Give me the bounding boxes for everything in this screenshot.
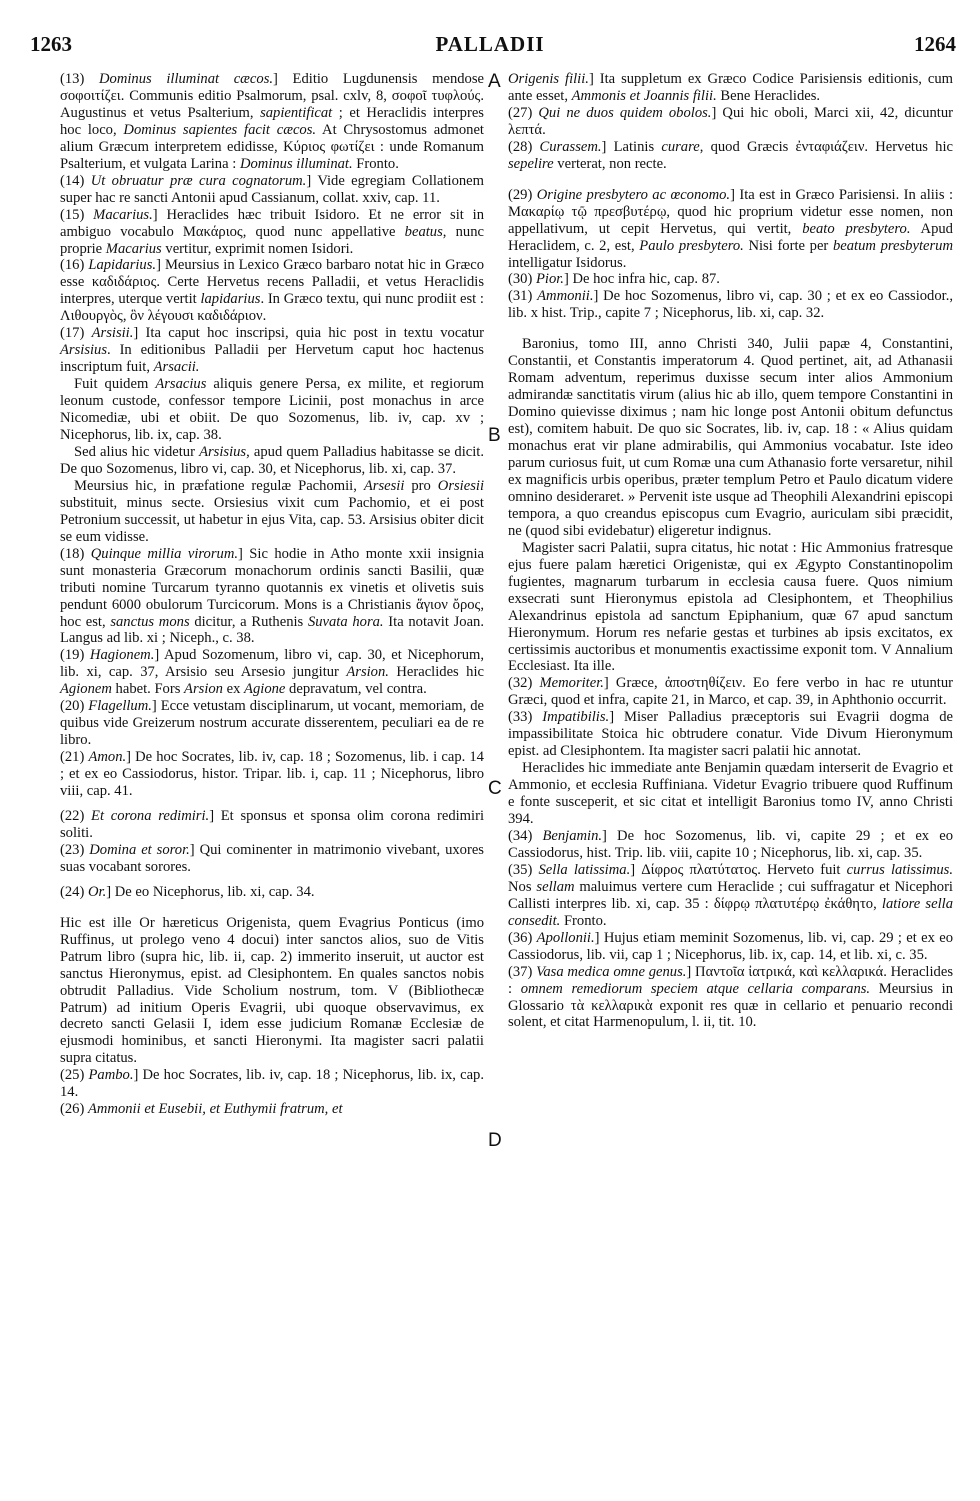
note-paragraph: (26) Ammonii et Eusebii, et Euthymii fratrum, et bbox=[60, 1101, 343, 1118]
note-paragraph: Hic est ille Or hæreticus Origenista, quem Evagrius Ponticus (imo Ruffinus, ut prolego veno 4 docui) inter sanctos alios, suo de Vitis Patrum libro (supra hic, lib. ii, cap. 2) immerito inseruit, ut auctor est sanctus Hieronymus, epist. ad Clesiphontem. En quales sanctos nobis obtrudit Palladius. Vide Scholium nostrum, tom. V (Bibliothecæ Patrum) ad initium Operis Evagrii, ubi quoque observavimus, ex decreto sancti Gelasii I, idem esse judicium Romanæ Ecclesiæ de ejusmodi hominibus, et sancti Hieronymi. Ita magister sacri palatii supra citatus. bbox=[60, 914, 484, 1067]
note-paragraph: Origenis filii.] Ita suppletum ex Græco Codice Parisiensis editionis, cum ante esset, Ammonis et Joannis filii. Bene Heraclides. bbox=[508, 71, 954, 104]
note-paragraph: (19) Hagionem.] Apud Sozomenum, libro vi, cap. 30, et Nicephorum, lib. xi, cap. 37, Arsisio seu Arsesio jungitur Arsion. Heraclides hic Agionem habet. Fors Arsion ex Agione depravatum, vel contra. bbox=[60, 647, 484, 698]
margin-letter-c: C bbox=[488, 778, 502, 799]
margin-letter-d: D bbox=[488, 1130, 502, 1151]
note-paragraph: (25) Pambo.] De hoc Socrates, lib. iv, cap. 18 ; Nicephorus, lib. ix, cap. 14. bbox=[60, 1067, 484, 1101]
note-paragraph: Meursius hic, in præfatione regulæ Pachomii, Arsesii pro Orsiesii substituit, minus secte. Orsiesius vixit cum Pachomio, et ei post Petronium successit, ut habetur in ejus Vita, cap. 53. Arsisius obiter dicit se eum vidisse. bbox=[60, 477, 484, 545]
note-paragraph: Sed alius hic videtur Arsisius, apud quem Palladius habitasse se dicit. De quo Sozomenus, libro vi, cap. 30, et Nicephorus, lib. xi, cap. 37. bbox=[60, 443, 484, 477]
note-paragraph: (18) Quinque millia virorum.] Sic hodie in Atho monte xxii insignia sunt monasteria Græcorum monachorum ordinis sancti Basilii, quæ tributi nomine Turcarum tyranno quotannis ex vinetis et olivetis suis pendunt 6000 obulorum Turcicorum. Mons is a Christianis ἅγιον ὄρος, hoc est, sanctus mons dicitur, a Ruthenis Suvata hora. Ita notavit Joan. Langus ad lib. xi ; Niceph., c. 38. bbox=[60, 545, 484, 647]
note-paragraph: (23) Domina et soror.] Qui cominenter in matrimonio vivebant, uxores suas vocabant sorores. bbox=[60, 841, 484, 875]
note-paragraph: (32) Memoriter.] Græce, ἀποστηθίζειν. Eo fere verbo in hac re utuntur Græci, quod et infra, capite 21, in Marco, et cap. 39, in Aphthonio occurrit. bbox=[508, 675, 953, 709]
running-title: PALLADII bbox=[435, 32, 545, 56]
note-paragraph: (15) Macarius.] Heraclides hæc tribuit Isidoro. Et ne error sit in ambiguo vocabulo Μακάριος, quod nunc appellative beatus, nunc proprie Macarius vertitur, exprimit nomen Isidori. bbox=[60, 206, 484, 257]
note-paragraph: Heraclides hic immediate ante Benjamin quædam interserit de Evagrio et Ammonio, et ecclesia Ruffiniana. Videtur Evagrio tribuere quod Ruffinum e fonte susceperit, et sic citat et intelligit Baronius tomo IV, anno Christi 394. bbox=[508, 760, 953, 828]
left-page-number: 1263 bbox=[30, 32, 72, 56]
note-paragraph: (17) Arsisii.] Ita caput hoc inscripsi, quia hic post in textu vocatur Arsisius. In editionibus Palladii per Hervetum caput hoc hactenus inscriptum fuit, Arsacii. bbox=[60, 325, 484, 376]
note-paragraph: Baronius, tomo III, anno Christi 340, Julii papæ 4, Constantini, Constantii, et Constantis imperatorum 4. Quod pertinet, ait, ad Athanasii Romam adventum, reperimus duxisse secum inter alios Ammonium admirandæ sanctitatis virum (alius hic ab illo, quem tempore Constantini in Domino quievisse diximus ; nam hic longe post Antonii obitum defunctus est), comitem habuit. De quo sic Socrates, lib. iv, cap. 18 : « Alius quidam monachus erat vir plane admirabilis, qui Ammonius vocabatur. Iste ideo parum curiosus fuit, ut cum Romæ una cum Athanasio forte versaretur, nihil ex magnificis urbis operibus, præter templum Petro et Paulo dicatum videre omnino desideraret. » Pervenit iste usque ad Theophili Alexandrini episcopi tempora, a quo creandus episcopus cum Evagrio, auriculam sibi præcidit, ne (quod sibi evidebatur) eligeretur indignus. bbox=[508, 336, 953, 539]
note-paragraph: (13) Dominus illuminat cæcos.] Editio Lugdunensis mendose σοφοιτίζει. Communis editio Psalmorum, psal. cxlv, 8, σοφοῖ τυφλούς. Augustinus et vetus Psalterium, sapientificat ; et Heraclidis interpres hoc loco, Dominus sapientes facit cæcos. At Chrysostomus admonet alium Græcum interpretem edidisse, Κύριος φωτίζει : unde Romanum Psalterium, et vulgata Larina : Dominus illuminat. Fronto. bbox=[60, 71, 484, 172]
margin-letter-a: A bbox=[488, 71, 501, 92]
note-paragraph: (21) Amon.] De hoc Socrates, lib. iv, cap. 18 ; Sozomenus, lib. i cap. 14 ; et ex eo Cassiodorus, histor. Tripar. lib. i, cap. 11 ; Nicephorus, libro viii, cap. 41. bbox=[60, 749, 484, 800]
note-paragraph: Fuit quidem Arsacius aliquis genere Persa, ex milite, et regiorum leonum custode, confessor tempore Licinii, post monachus in arce Nicomediæ, ubi et obiit. De quo Sozomenus, lib. iv, cap. xv ; Nicephorus, lib. ix, cap. 38. bbox=[60, 376, 484, 444]
note-paragraph: (24) Or.] De eo Nicephorus, lib. xi, cap. 34. bbox=[60, 883, 315, 900]
note-paragraph: (33) Impatibilis.] Miser Palladius præceptoris sui Evagrii dogma de impassibilitate Stoica hic obtrudere conatur. Vide Divum Hieronymum epist. ad Clesiphontem. Ita magister sacri palatii hic annotat. bbox=[508, 709, 953, 760]
right-page-number: 1264 bbox=[914, 32, 956, 56]
note-paragraph: (31) Ammonii.] De hoc Sozomenus, libro vi, cap. 30 ; et ex eo Cassiodor., lib. x hist. Trip., capite 7 ; Nicephorus, lib. xi, cap. 32. bbox=[508, 288, 953, 322]
note-paragraph: (34) Benjamin.] De hoc Sozomenus, lib. vi, capite 29 ; et ex eo Cassiodorus, hist. Trip. lib. viii, capite 10 ; Nicephorus, lib. xi, cap. 35. bbox=[508, 827, 954, 861]
note-paragraph: (14) Ut obruatur præ cura cognatorum.] Vide egregiam Collationem super hac re sancti Antonii apud Cassianum, collat. xxiv, cap. 11. bbox=[60, 172, 484, 206]
note-paragraph: (22) Et corona redimiri.] Et sponsus et sponsa olim corona redimiri soliti. bbox=[60, 807, 484, 841]
right-column bbox=[508, 71, 953, 1031]
note-paragraph: (37) Vasa medica omne genus.] Παντοῖα ἰατρικά, καὶ κελλαρικά. Heraclides : omnem remediorum speciem atque cellaria comparans. Meursius in Glossario τὰ κελλαρικὰ exponit res quæ in cellario et penuario recondi solent, et citat Harmenopulum, l. ii, tit. 10. bbox=[508, 963, 954, 1031]
note-paragraph: (35) Sella latissima.] Δίφρος πλατύτατος. Herveto fuit currus latissimus. Nos sellam maluimus vertere cum Heraclide ; cui suffragatur et Nicephori Callisti interpres lib. xi, cap. 35 : δίφρῳ πλατυτέρῳ ἐκάθητο, latiore sella consedit. Fronto. bbox=[508, 861, 954, 929]
page-header bbox=[0, 32, 980, 62]
note-paragraph: Magister sacri Palatii, supra citatus, hic notat : Hic Ammonius fratresque ejus fuere palam hæretici Origenistæ, qui ex Ægypto Constantinopolim fugientes, magnarum turbarum in ecclesia causa fuere. Quos nimium exsecrati sunt Hieronymus epistola ad Clesiphontem, et Theophilius Alexandrinus epistola ad sanctum Epiphanium, quæ 67 apud sanctum Hieronymum. Horum res nefarie gestas et turbines ab ipsis excitatos, ex certissimis auctoribus et monumentis exactissime exponit tom. V Annalium Ecclesiast. Ita ille. bbox=[508, 539, 953, 675]
left-column bbox=[60, 71, 484, 1118]
margin-letter-b: B bbox=[488, 425, 501, 446]
note-paragraph: (36) Apollonii.] Hujus etiam meminit Sozomenus, lib. vi, cap. 29 ; et ex eo Cassiodorus, lib. vii, cap 1 ; Nicephorus, lib. ix, cap. 14, et lib. xi, c. 35. bbox=[508, 929, 954, 963]
note-paragraph: (20) Flagellum.] Ecce vetustam disciplinarum, ut vocant, memoriam, de quibus vide Greizerum nostrum accurate disserentem, peculiari ea de re libro. bbox=[60, 698, 484, 749]
note-paragraph: (27) Qui ne duos quidem obolos.] Qui hic oboli, Marci xii, 42, dicuntur λεπτά. bbox=[508, 104, 953, 138]
note-paragraph: (30) Pior.] De hoc infra hic, cap. 87. bbox=[508, 271, 720, 288]
note-paragraph: (28) Curassem.] Latinis curare, quod Græcis ἐνταφιάζειν. Hervetus hic sepelire verterat, non recte. bbox=[508, 138, 953, 172]
note-paragraph: (16) Lapidarius.] Meursius in Lexico Græco barbaro notat hic in Græco esse καδιδάριος. Certe Hervetus recens Palladii, et vetus Heraclidis interpres, uterque vertit lapidarius. In Græco textu, qui nunc prodiit est : Λιθουργὸς, ὃν λέγουσι καδιδάριον. bbox=[60, 257, 484, 325]
note-paragraph: (29) Origine presbytero ac œconomo.] Ita est in Græco Parisiensi. In aliis : Μακαρίῳ τῷ πρεσβυτέρῳ, quod hic proprium videtur esse nomen, non appellativum, ut cepit Hervetus, qui vertit, beato presbytero. Apud Heraclidem, c. 2, est, Paulo presbytero. Nisi forte per beatum presbyterum intelligatur Isidorus. bbox=[508, 186, 953, 271]
